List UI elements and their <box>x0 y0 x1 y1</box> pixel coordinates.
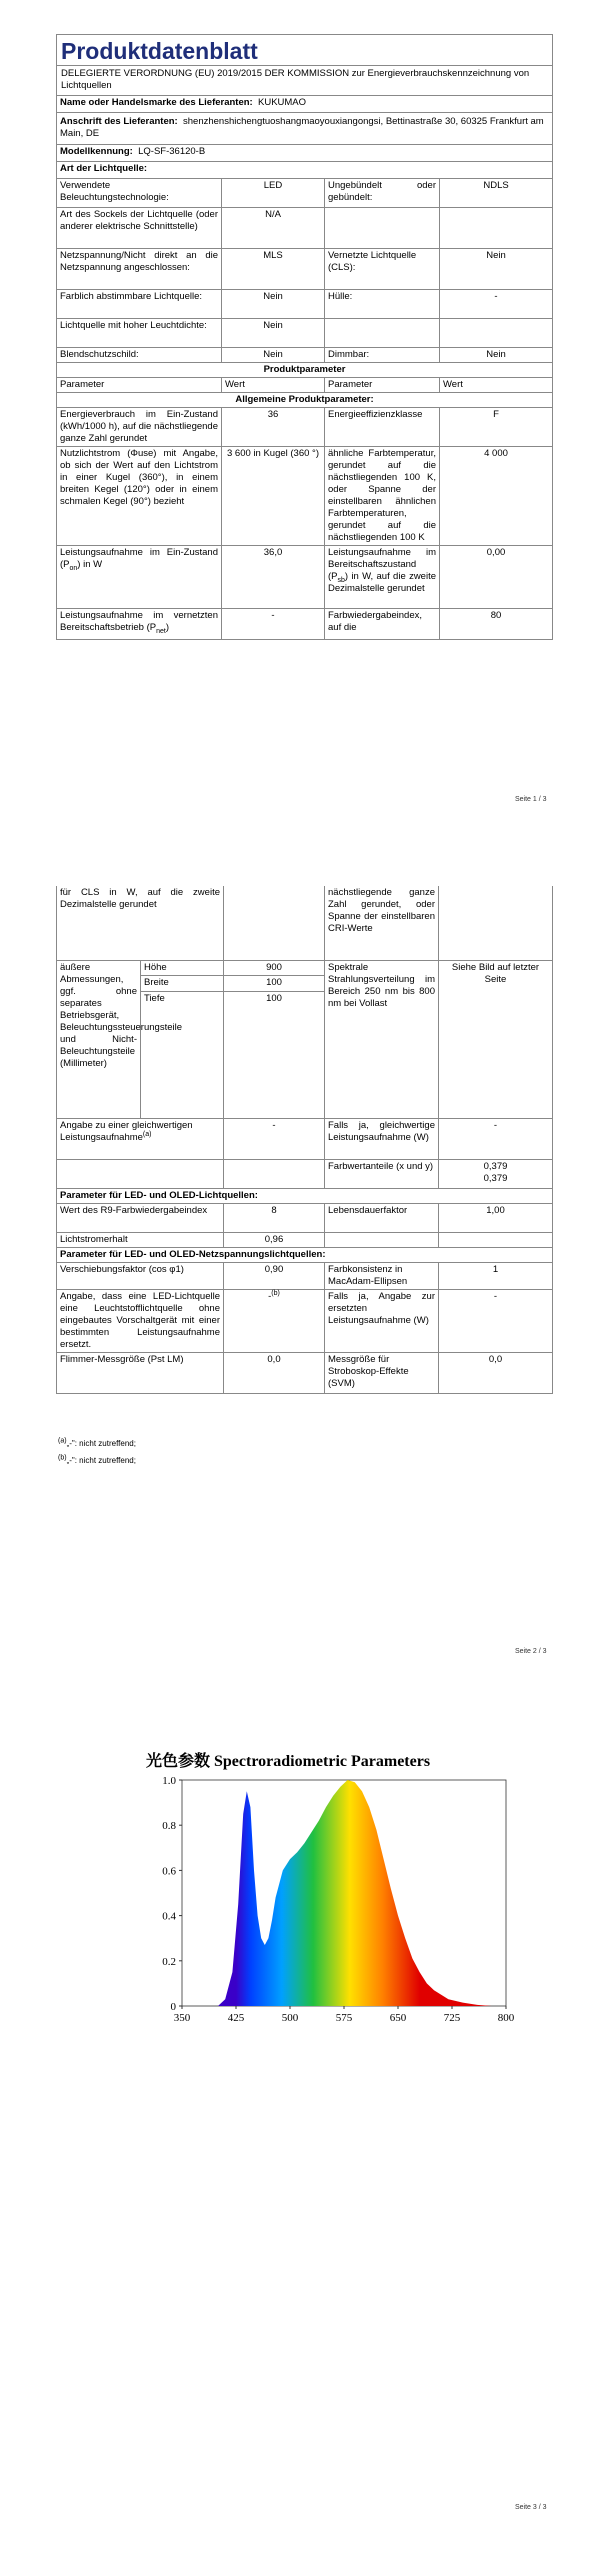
footnote-a-text: „-": nicht zutreffend; <box>66 1439 136 1448</box>
type-label: Blendschutzschild: <box>57 348 222 363</box>
x-tick-label: 650 <box>389 2012 407 2022</box>
empty-cell <box>439 886 553 961</box>
flux-maintenance-value: 0,96 <box>224 1233 325 1248</box>
supplier-name-label: Name oder Handelsmarke des Lieferanten: <box>60 97 253 108</box>
standby-label-tail: ) in W, auf die zweite Dezimalstelle gerundet <box>328 571 436 594</box>
type-header: Art der Lichtquelle: <box>57 162 553 179</box>
spectral-chart <box>146 1750 528 2022</box>
type-label: Art des Sockels der Lichtquelle (oder anderer elektrische Schnittstelle) <box>57 208 222 249</box>
energy-class-label: Energieeffizienzklasse <box>325 408 440 447</box>
equivalent-power-label <box>57 1119 224 1160</box>
equivalent-power-text: Angabe zu einer gleichwertigen Leistungsaufnahme <box>60 1120 193 1143</box>
footnote-a <box>58 1437 136 1450</box>
energy-class-value: F <box>440 408 553 447</box>
type-value: Nein <box>440 249 553 290</box>
x-tick-label: 725 <box>443 2012 461 2022</box>
standby-power-value: 0,00 <box>440 546 553 609</box>
type-row <box>57 290 553 319</box>
type-value: - <box>440 290 553 319</box>
empty-cell <box>325 1233 439 1248</box>
dim-width-label: Breite <box>141 976 224 991</box>
cri-label-continued: nächstliegende ganze Zahl gerundet, oder Spanne der einstellbaren CRI-Werte <box>325 886 439 961</box>
color-temperature-value: 4 000 <box>440 447 553 546</box>
macadam-label: Farbkonsistenz in MacAdam-Ellipsen <box>325 1263 439 1290</box>
y-tick-label: 1.0 <box>162 1775 176 1787</box>
type-label: Vernetzte Lichtquelle (CLS): <box>325 249 440 290</box>
type-value: LED <box>222 179 325 208</box>
param-row <box>57 1233 553 1248</box>
type-label: Netzspannung/Nicht direkt an die Netzspannung angeschlossen: <box>57 249 222 290</box>
type-row <box>57 179 553 208</box>
power-on-label-text: Leistungsaufnahme im Ein-Zustand (P <box>60 547 218 570</box>
replacement-power-value: - <box>439 1290 553 1353</box>
color-temperature-label: ähnliche Farbtemperatur, gerundet auf die nächstliegenden 100 K, oder Spanne der einstellbaren ähnlichen Farbtemperaturen, gerundet auf die nächstliegenden 100 K <box>325 447 440 546</box>
general-params-header: Allgemeine Produktparameter: <box>57 393 553 408</box>
network-standby-text: Leistungsaufnahme im vernetzten Bereitschaftsbetrieb (P <box>60 610 218 633</box>
macadam-value: 1 <box>439 1263 553 1290</box>
datasheet-page-1 <box>56 34 552 640</box>
param-row <box>57 447 553 546</box>
supplier-name: KUKUMAO <box>258 97 307 108</box>
mains-params-header: Parameter für LED- und OLED-Netzspannungslichtquellen: <box>57 1248 553 1263</box>
power-on-value: 36,0 <box>222 546 325 609</box>
page-number: Seite 1 / 3 <box>515 796 547 803</box>
replacement-value-text: - <box>268 1291 272 1302</box>
y-tick-label: 0.4 <box>162 1910 176 1923</box>
type-value <box>440 319 553 348</box>
col-value-header: Wert <box>440 378 553 393</box>
type-label <box>325 208 440 249</box>
footnote-b-mark: (b) <box>58 1454 67 1462</box>
footnote-mark-a: (a) <box>142 1130 152 1138</box>
empty-cell <box>57 1160 224 1189</box>
energy-consumption-value: 36 <box>222 408 325 447</box>
type-value: Nein <box>222 348 325 363</box>
type-value: Nein <box>222 290 325 319</box>
power-on-label-tail: ) in W <box>77 559 103 570</box>
type-row <box>57 208 553 249</box>
product-params-header: Produktparameter <box>57 363 553 378</box>
standby-power-label <box>325 546 440 609</box>
network-standby-value: - <box>222 609 325 640</box>
led-params-header: Parameter für LED- und OLED-Lichtquellen: <box>57 1189 553 1204</box>
dim-depth-label: Tiefe <box>141 991 224 1118</box>
type-label <box>325 319 440 348</box>
energy-consumption-label: Energieverbrauch im Ein-Zustand (kWh/1000 h), auf die nächstliegende ganze Zahl gerundet <box>57 408 222 447</box>
footnote-b <box>58 1454 136 1467</box>
supplier-name-row <box>57 96 553 113</box>
dimensions-label: äußere Abmessungen, ggf. ohne separates Betriebsgerät, Beleuchtungssteuerungsteile und Nicht-Beleuchtungsteile (Millimeter) <box>57 961 141 1119</box>
luminous-flux-value: 3 600 in Kugel (360 °) <box>222 447 325 546</box>
type-label: Hülle: <box>325 290 440 319</box>
x-tick-label: 800 <box>497 2012 515 2022</box>
power-on-sub: on <box>69 564 78 572</box>
param-row <box>57 609 553 640</box>
footnote-mark-b: (b) <box>271 1289 280 1297</box>
param-row <box>57 546 553 609</box>
param-row <box>57 1290 553 1353</box>
network-standby-tail: ) <box>165 622 170 633</box>
power-factor-value: 0,90 <box>224 1263 325 1290</box>
page-2 <box>0 880 603 1680</box>
x-tick-label: 575 <box>335 2012 353 2022</box>
supplier-address-row <box>57 113 553 145</box>
datasheet-page-2 <box>56 886 552 1394</box>
type-value: Nein <box>440 348 553 363</box>
spectral-distribution-label: Spektrale Strahlungsverteilung im Bereich 250 nm bis 800 nm bei Vollast <box>325 961 439 1119</box>
power-on-label <box>57 546 222 609</box>
page-1 <box>0 0 603 803</box>
equivalent-power-watt-value: - <box>439 1119 553 1160</box>
r9-label: Wert des R9-Farbwiedergabeindex <box>57 1204 224 1233</box>
replacement-label: Angabe, dass eine LED-Lichtquelle eine Leuchtstofflichtquelle ohne eingebautes Vorschaltgerät mit einer bestimmten Leistungsaufnahme ersetzt. <box>57 1290 224 1353</box>
param-row <box>57 1353 553 1394</box>
replacement-value <box>224 1290 325 1353</box>
param-row <box>57 1204 553 1233</box>
supplier-address: shenzhenshichengtuoshangmaoyouxiangongsi, Bettinastraße 30, 60325 Frankfurt am Main, DE <box>60 116 544 139</box>
type-label: Dimmbar: <box>325 348 440 363</box>
datasheet-table-2 <box>56 886 553 1394</box>
param-row <box>57 408 553 447</box>
page-number: Seite 2 / 3 <box>515 1648 547 1655</box>
footnote-a-mark: (a) <box>58 1437 67 1445</box>
page-number: Seite 3 / 3 <box>515 2504 547 2511</box>
chromaticity-value <box>439 1160 553 1189</box>
type-label: Ungebündelt oder gebündelt: <box>325 179 440 208</box>
type-label: Verwendete Beleuchtungstechnologie: <box>57 179 222 208</box>
y-tick-label: 0 <box>170 2001 176 2013</box>
param-row <box>57 1160 553 1189</box>
type-row <box>57 348 553 363</box>
type-row <box>57 249 553 290</box>
model-label: Modellkennung: <box>60 146 133 157</box>
param-row <box>57 1119 553 1160</box>
y-tick-label: 0.6 <box>162 1865 176 1878</box>
equivalent-power-watt-label: Falls ja, gleichwertige Leistungsaufnahme (W) <box>325 1119 439 1160</box>
col-value-header: Wert <box>222 378 325 393</box>
footnote-b-text: „-": nicht zutreffend; <box>66 1456 136 1465</box>
equivalent-power-value: - <box>224 1119 325 1160</box>
stroboscopic-value: 0,0 <box>439 1353 553 1394</box>
type-value <box>440 208 553 249</box>
chromaticity-y: 0,379 <box>483 1173 508 1184</box>
type-row <box>57 319 553 348</box>
spectral-distribution-value: Siehe Bild auf letzter Seite <box>439 961 553 1119</box>
cri-label: Farbwiedergabeindex, auf die <box>325 609 440 640</box>
dim-height-value: 900 <box>224 961 325 976</box>
type-value: Nein <box>222 319 325 348</box>
dim-width-value: 100 <box>224 976 325 991</box>
x-tick-label: 500 <box>281 2012 299 2022</box>
col-param-header: Parameter <box>325 378 440 393</box>
col-param-header: Parameter <box>57 378 222 393</box>
flux-maintenance-label: Lichtstromerhalt <box>57 1233 224 1248</box>
standby-label-text: Leistungsaufnahme im Bereitschaftszustand (P <box>328 547 436 582</box>
type-label: Lichtquelle mit hoher Leuchtdichte: <box>57 319 222 348</box>
param-row <box>57 961 553 976</box>
model-id: LQ-SF-36120-B <box>138 146 206 157</box>
luminous-flux-label: Nutzlichtstrom (Φuse) mit Angabe, ob sich der Wert auf den Lichtstrom in einer Kugel (360°), in einem breiten Kegel (120°) oder in einem schmalen Kegel (90°) bezieht <box>57 447 222 546</box>
type-value: MLS <box>222 249 325 290</box>
type-value: N/A <box>222 208 325 249</box>
chromaticity-x: 0,379 <box>483 1161 508 1172</box>
power-factor-label: Verschiebungsfaktor (cos φ1) <box>57 1263 224 1290</box>
chart-title: 光色参数 Spectroradiometric Parameters <box>146 1753 431 1770</box>
param-row <box>57 886 553 961</box>
r9-value: 8 <box>224 1204 325 1233</box>
x-tick-label: 425 <box>227 2012 245 2022</box>
y-tick-label: 0.2 <box>162 1955 176 1968</box>
network-standby-sub: net <box>156 627 166 635</box>
datasheet-table-1 <box>56 34 553 640</box>
cri-value: 80 <box>440 609 553 640</box>
empty-cell <box>224 1160 325 1189</box>
regulation-text: DELEGIERTE VERORDNUNG (EU) 2019/2015 DER KOMMISSION zur Energieverbrauchskennzeichnung von Lichtquellen <box>57 66 553 96</box>
cls-power-label-continued: für CLS in W, auf die zweite Dezimalstelle gerundet <box>57 886 224 961</box>
stroboscopic-label: Messgröße für Stroboskop-Effekte (SVM) <box>325 1353 439 1394</box>
param-row <box>57 1263 553 1290</box>
spectrum-area <box>218 1780 492 2006</box>
page-title: Produktdatenblatt <box>57 35 553 66</box>
y-tick-label: 0.8 <box>162 1820 176 1833</box>
network-standby-label <box>57 609 222 640</box>
empty-cell <box>439 1233 553 1248</box>
replacement-power-label: Falls ja, Angabe zur ersetzten Leistungsaufnahme (W) <box>325 1290 439 1353</box>
chromaticity-label: Farbwertanteile (x und y) <box>325 1160 439 1189</box>
lifetime-factor-value: 1,00 <box>439 1204 553 1233</box>
standby-sub: sb <box>337 576 345 584</box>
flicker-label: Flimmer-Messgröße (Pst LM) <box>57 1353 224 1394</box>
supplier-address-label: Anschrift des Lieferanten: <box>60 116 178 127</box>
x-tick-label: 350 <box>173 2012 191 2022</box>
empty-cell <box>224 886 325 961</box>
model-row <box>57 145 553 162</box>
column-header-row <box>57 378 553 393</box>
dim-depth-value: 100 <box>224 991 325 1118</box>
type-value: NDLS <box>440 179 553 208</box>
dim-height-label: Höhe <box>141 961 224 976</box>
flicker-value: 0,0 <box>224 1353 325 1394</box>
spectral-chart-svg <box>146 1750 528 2022</box>
type-label: Farblich abstimmbare Lichtquelle: <box>57 290 222 319</box>
lifetime-factor-label: Lebensdauerfaktor <box>325 1204 439 1233</box>
